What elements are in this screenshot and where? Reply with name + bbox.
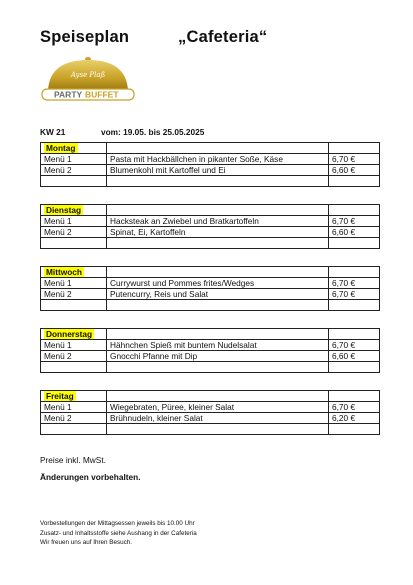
menu-label: Menü 1	[41, 216, 107, 227]
logo-script: Ayse Plaß	[70, 71, 106, 79]
price: 6,70 €	[329, 340, 380, 351]
footer-line-welcome: Wir freuen uns auf Ihren Besuch.	[40, 539, 133, 546]
footer-line-preorder: Vorbestellungen der Mittagsessen jeweils bis 10.00 Uhr	[40, 520, 195, 527]
day-table-mittwoch	[40, 266, 380, 311]
price: 6,60 €	[329, 165, 380, 176]
dish: Currywurst und Pommes frites/Wedges	[107, 278, 329, 289]
day-table-montag	[40, 142, 380, 187]
footer-notes	[40, 519, 197, 548]
menu-label: Menü 1	[41, 402, 107, 413]
day-header-row	[41, 391, 380, 402]
week-range: vom: 19.05. bis 25.05.2025	[101, 127, 205, 137]
day-header-row	[41, 329, 380, 340]
menu-label: Menü 2	[41, 227, 107, 238]
dish: Putencurry, Reis und Salat	[107, 289, 329, 300]
empty-row	[41, 238, 380, 249]
day-name: Montag	[46, 143, 76, 153]
price: 6,60 €	[329, 351, 380, 362]
price: 6,70 €	[329, 402, 380, 413]
table-row	[41, 154, 380, 165]
dish: Pasta mit Hackbällchen in pikanter Soße, Käse	[107, 154, 329, 165]
table-row	[41, 351, 380, 362]
dish: Gnocchi Pfanne mit Dip	[107, 351, 329, 362]
empty-row	[41, 300, 380, 311]
table-row	[41, 165, 380, 176]
table-row	[41, 289, 380, 300]
table-row	[41, 340, 380, 351]
day-name: Freitag	[46, 391, 74, 401]
day-name: Dienstag	[46, 205, 82, 215]
changes-note: Änderungen vorbehalten.	[40, 472, 141, 482]
price-note: Preise inkl. MwSt.	[40, 455, 106, 465]
price: 6,20 €	[329, 413, 380, 424]
menu-label: Menü 1	[41, 340, 107, 351]
dish: Hähnchen Spieß mit buntem Nudelsalat	[107, 340, 329, 351]
menu-label: Menü 2	[41, 413, 107, 424]
empty-row	[41, 424, 380, 435]
day-table-donnerstag	[40, 328, 380, 373]
day-header-row	[41, 143, 380, 154]
dish: Wiegebraten, Püree, kleiner Salat	[107, 402, 329, 413]
day-table-freitag	[40, 390, 380, 435]
menu-label: Menü 1	[41, 154, 107, 165]
menu-label: Menü 2	[41, 351, 107, 362]
table-row	[41, 278, 380, 289]
empty-row	[41, 362, 380, 373]
day-header-row	[41, 205, 380, 216]
table-row	[41, 227, 380, 238]
dish: Spinat, Ei, Kartoffeln	[107, 227, 329, 238]
dish: Hacksteak an Zwiebel und Bratkartoffeln	[107, 216, 329, 227]
title-cafeteria: „Cafeteria“	[178, 28, 268, 46]
table-row	[41, 402, 380, 413]
empty-row	[41, 176, 380, 187]
party-buffet-logo	[40, 56, 136, 104]
day-name: Mittwoch	[46, 267, 82, 277]
price: 6,70 €	[329, 154, 380, 165]
week-info	[40, 127, 205, 137]
page-title	[40, 28, 380, 47]
day-table-dienstag	[40, 204, 380, 249]
day-header-row	[41, 267, 380, 278]
week-label: KW 21	[40, 127, 66, 137]
dish: Blumenkohl mit Kartoffel und Ei	[107, 165, 329, 176]
title-speiseplan: Speiseplan	[40, 28, 130, 46]
day-name: Donnerstag	[46, 329, 93, 339]
price: 6,70 €	[329, 289, 380, 300]
price: 6,60 €	[329, 227, 380, 238]
logo-brand-buffet: BUFFET	[85, 89, 119, 100]
logo-brand-party: PARTY	[54, 89, 83, 100]
menu-label: Menü 1	[41, 278, 107, 289]
footer-line-additives: Zusatz- und Inhaltsstoffe siehe Aushang in der Cafeteria	[40, 529, 197, 537]
dish: Brühnudeln, kleiner Salat	[107, 413, 329, 424]
price: 6,70 €	[329, 216, 380, 227]
table-row	[41, 216, 380, 227]
menu-label: Menü 2	[41, 165, 107, 176]
menu-label: Menü 2	[41, 289, 107, 300]
table-row	[41, 413, 380, 424]
price: 6,70 €	[329, 278, 380, 289]
